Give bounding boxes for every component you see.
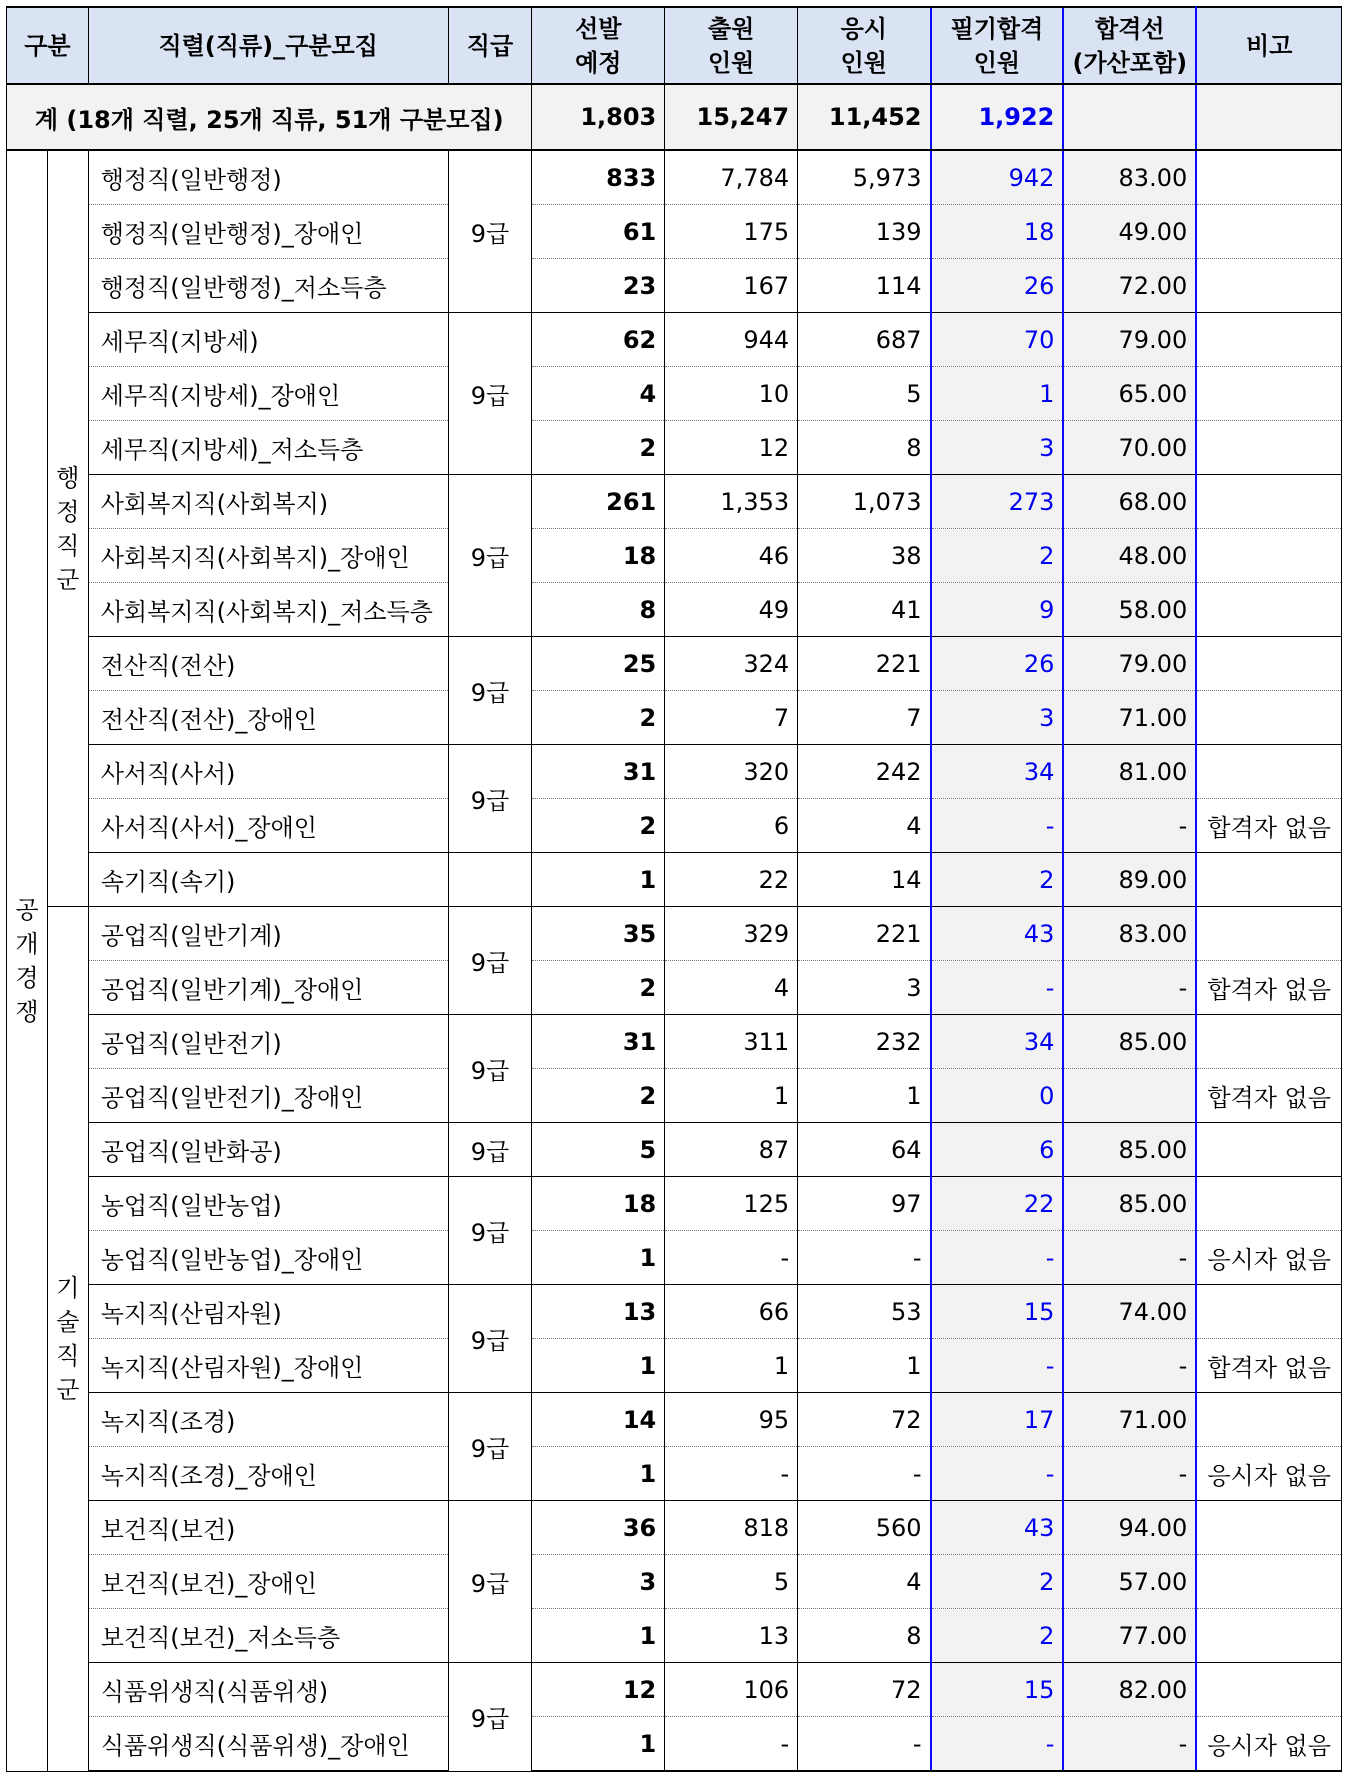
applicants-cell: 818 xyxy=(665,1501,798,1555)
table-row xyxy=(7,637,1342,691)
header-applicants-line2: 인원 xyxy=(708,48,755,77)
grade-cell: 9급 xyxy=(448,1285,532,1393)
position-name: 사서직(사서)_장애인 xyxy=(88,799,448,853)
planned-cell: 18 xyxy=(532,1177,665,1231)
position-name: 녹지직(산림자원)_장애인 xyxy=(88,1339,448,1393)
header-examinees-line2: 인원 xyxy=(840,48,887,77)
applicants-cell: 944 xyxy=(665,313,798,367)
examinees-cell: 8 xyxy=(798,421,931,475)
note-cell xyxy=(1196,1123,1341,1177)
position-name: 식품위생직(식품위생)_장애인 xyxy=(88,1717,448,1772)
header-cutoff xyxy=(1063,7,1196,84)
table-row xyxy=(7,907,1342,961)
total-label: 계 (18개 직렬, 25개 직류, 51개 구분모집) xyxy=(7,84,532,150)
applicants-cell: 4 xyxy=(665,961,798,1015)
passed-cell: 0 xyxy=(931,1069,1064,1123)
note-cell xyxy=(1196,475,1341,529)
grade-cell: 9급 xyxy=(448,1015,532,1123)
position-name: 행정직(일반행정)_저소득층 xyxy=(88,259,448,313)
applicants-cell: 10 xyxy=(665,367,798,421)
table-row xyxy=(7,421,1342,475)
examinees-cell: 221 xyxy=(798,907,931,961)
planned-cell: 25 xyxy=(532,637,665,691)
note-cell: 응시자 없음 xyxy=(1196,1231,1341,1285)
applicants-cell: 5 xyxy=(665,1555,798,1609)
table-row xyxy=(7,313,1342,367)
position-name: 전산직(전산)_장애인 xyxy=(88,691,448,745)
header-cutoff-line1: 합격선 xyxy=(1095,14,1165,43)
header-category: 구분 xyxy=(7,7,89,84)
passed-cell: 273 xyxy=(931,475,1064,529)
cutoff-cell: 81.00 xyxy=(1063,745,1196,799)
total-row xyxy=(7,84,1342,150)
note-cell xyxy=(1196,313,1341,367)
grade-cell: 9급 xyxy=(448,1123,532,1177)
examinees-cell: - xyxy=(798,1717,931,1772)
planned-cell: 4 xyxy=(532,367,665,421)
note-cell xyxy=(1196,1501,1341,1555)
applicants-cell: 46 xyxy=(665,529,798,583)
examinees-cell: 1,073 xyxy=(798,475,931,529)
passed-cell: 2 xyxy=(931,853,1064,907)
position-name: 공업직(일반전기)_장애인 xyxy=(88,1069,448,1123)
position-name: 사회복지직(사회복지)_저소득층 xyxy=(88,583,448,637)
cutoff-cell: 71.00 xyxy=(1063,1393,1196,1447)
header-grade: 직급 xyxy=(448,7,532,84)
passed-cell: 26 xyxy=(931,259,1064,313)
table-row xyxy=(7,475,1342,529)
table-row xyxy=(7,367,1342,421)
applicants-cell: 1,353 xyxy=(665,475,798,529)
passed-cell: 18 xyxy=(931,205,1064,259)
grade-cell xyxy=(448,853,532,907)
planned-cell: 13 xyxy=(532,1285,665,1339)
note-cell xyxy=(1196,1015,1341,1069)
header-planned xyxy=(532,7,665,84)
planned-cell: 61 xyxy=(532,205,665,259)
passed-cell: 15 xyxy=(931,1663,1064,1717)
passed-cell: 26 xyxy=(931,637,1064,691)
planned-cell: 1 xyxy=(532,853,665,907)
planned-cell: 1 xyxy=(532,1609,665,1663)
position-name: 보건직(보건) xyxy=(88,1501,448,1555)
passed-cell: - xyxy=(931,1717,1064,1772)
examinees-cell: 5,973 xyxy=(798,150,931,205)
note-cell: 응시자 없음 xyxy=(1196,1447,1341,1501)
planned-cell: 1 xyxy=(532,1231,665,1285)
applicants-cell: 95 xyxy=(665,1393,798,1447)
examinees-cell: 4 xyxy=(798,799,931,853)
planned-cell: 2 xyxy=(532,1069,665,1123)
table-row xyxy=(7,150,1342,205)
examinees-cell: 139 xyxy=(798,205,931,259)
position-name: 녹지직(조경) xyxy=(88,1393,448,1447)
note-cell xyxy=(1196,1393,1341,1447)
table-row xyxy=(7,745,1342,799)
passed-cell: - xyxy=(931,1231,1064,1285)
header-applicants-line1: 출원 xyxy=(708,14,755,43)
planned-cell: 833 xyxy=(532,150,665,205)
position-name: 보건직(보건)_저소득층 xyxy=(88,1609,448,1663)
position-name: 세무직(지방세) xyxy=(88,313,448,367)
passed-cell: 34 xyxy=(931,1015,1064,1069)
applicants-cell: - xyxy=(665,1717,798,1772)
table-row xyxy=(7,1123,1342,1177)
passed-cell: 2 xyxy=(931,1609,1064,1663)
cutoff-cell: 77.00 xyxy=(1063,1609,1196,1663)
planned-cell: 1 xyxy=(532,1717,665,1772)
planned-cell: 1 xyxy=(532,1447,665,1501)
position-name: 공업직(일반기계)_장애인 xyxy=(88,961,448,1015)
examinees-cell: 1 xyxy=(798,1069,931,1123)
passed-cell: 17 xyxy=(931,1393,1064,1447)
applicants-cell: 12 xyxy=(665,421,798,475)
table-row xyxy=(7,1717,1342,1772)
table-row xyxy=(7,1231,1342,1285)
table-row xyxy=(7,1501,1342,1555)
header-passed-line2: 인원 xyxy=(973,48,1021,77)
applicants-cell: 311 xyxy=(665,1015,798,1069)
examinees-cell: 64 xyxy=(798,1123,931,1177)
note-cell xyxy=(1196,259,1341,313)
cutoff-cell: 72.00 xyxy=(1063,259,1196,313)
table-row xyxy=(7,1069,1342,1123)
applicants-cell: 320 xyxy=(665,745,798,799)
cutoff-cell: 48.00 xyxy=(1063,529,1196,583)
table-row xyxy=(7,1285,1342,1339)
table-row xyxy=(7,799,1342,853)
examinees-cell: 5 xyxy=(798,367,931,421)
table-row xyxy=(7,259,1342,313)
applicants-cell: 175 xyxy=(665,205,798,259)
examinees-cell: 38 xyxy=(798,529,931,583)
cutoff-cell: 71.00 xyxy=(1063,691,1196,745)
table-row xyxy=(7,1339,1342,1393)
cutoff-cell: 70.00 xyxy=(1063,421,1196,475)
note-cell xyxy=(1196,691,1341,745)
examinees-cell: 687 xyxy=(798,313,931,367)
grade-cell: 9급 xyxy=(448,745,532,853)
examinees-cell: 41 xyxy=(798,583,931,637)
position-name: 식품위생직(식품위생) xyxy=(88,1663,448,1717)
examinees-cell: 8 xyxy=(798,1609,931,1663)
position-name: 공업직(일반기계) xyxy=(88,907,448,961)
header-passed-line1: 필기합격 xyxy=(950,14,1044,43)
planned-cell: 8 xyxy=(532,583,665,637)
note-cell xyxy=(1196,421,1341,475)
position-name: 보건직(보건)_장애인 xyxy=(88,1555,448,1609)
note-cell xyxy=(1196,1177,1341,1231)
note-cell: 응시자 없음 xyxy=(1196,1717,1341,1772)
note-cell xyxy=(1196,205,1341,259)
applicants-cell: 49 xyxy=(665,583,798,637)
examinees-cell: 1 xyxy=(798,1339,931,1393)
table-row xyxy=(7,583,1342,637)
cutoff-cell xyxy=(1063,1069,1196,1123)
cutoff-cell: 79.00 xyxy=(1063,313,1196,367)
position-name: 농업직(일반농업) xyxy=(88,1177,448,1231)
grade-cell: 9급 xyxy=(448,313,532,475)
planned-cell: 2 xyxy=(532,961,665,1015)
examinees-cell: 114 xyxy=(798,259,931,313)
position-name: 사회복지직(사회복지)_장애인 xyxy=(88,529,448,583)
passed-cell: 43 xyxy=(931,907,1064,961)
total-applicants: 15,247 xyxy=(665,84,798,150)
examinees-cell: 72 xyxy=(798,1393,931,1447)
grade-cell: 9급 xyxy=(448,1501,532,1663)
grade-cell: 9급 xyxy=(448,907,532,1015)
planned-cell: 2 xyxy=(532,421,665,475)
examinees-cell: 4 xyxy=(798,1555,931,1609)
note-cell xyxy=(1196,745,1341,799)
table-row xyxy=(7,1609,1342,1663)
planned-cell: 35 xyxy=(532,907,665,961)
applicants-cell: 7,784 xyxy=(665,150,798,205)
note-cell xyxy=(1196,853,1341,907)
header-note: 비고 xyxy=(1196,7,1341,84)
note-cell xyxy=(1196,907,1341,961)
group-admin: 행정직군 xyxy=(47,150,88,907)
position-name: 공업직(일반전기) xyxy=(88,1015,448,1069)
position-name: 농업직(일반농업)_장애인 xyxy=(88,1231,448,1285)
position-name: 녹지직(조경)_장애인 xyxy=(88,1447,448,1501)
passed-cell: 1 xyxy=(931,367,1064,421)
position-name: 행정직(일반행정)_장애인 xyxy=(88,205,448,259)
cutoff-cell: 85.00 xyxy=(1063,1177,1196,1231)
note-cell: 합격자 없음 xyxy=(1196,1339,1341,1393)
cutoff-cell: 57.00 xyxy=(1063,1555,1196,1609)
passed-cell: - xyxy=(931,961,1064,1015)
applicants-cell: 167 xyxy=(665,259,798,313)
table-row xyxy=(7,205,1342,259)
header-cutoff-line2: (가산포함) xyxy=(1072,48,1188,77)
table-row xyxy=(7,853,1342,907)
header-applicants xyxy=(665,7,798,84)
note-cell xyxy=(1196,529,1341,583)
note-cell xyxy=(1196,1555,1341,1609)
position-name: 세무직(지방세)_장애인 xyxy=(88,367,448,421)
position-name: 사서직(사서) xyxy=(88,745,448,799)
applicants-cell: - xyxy=(665,1231,798,1285)
passed-cell: - xyxy=(931,1339,1064,1393)
note-cell xyxy=(1196,1285,1341,1339)
planned-cell: 5 xyxy=(532,1123,665,1177)
note-cell: 합격자 없음 xyxy=(1196,1069,1341,1123)
planned-cell: 23 xyxy=(532,259,665,313)
position-name: 전산직(전산) xyxy=(88,637,448,691)
header-position: 직렬(직류)_구분모집 xyxy=(88,7,448,84)
examinees-cell: 232 xyxy=(798,1015,931,1069)
applicants-cell: 87 xyxy=(665,1123,798,1177)
table-row xyxy=(7,1393,1342,1447)
position-name: 녹지직(산림자원) xyxy=(88,1285,448,1339)
grade-cell: 9급 xyxy=(448,475,532,637)
applicants-cell: 125 xyxy=(665,1177,798,1231)
passed-cell: 9 xyxy=(931,583,1064,637)
cutoff-cell: 83.00 xyxy=(1063,150,1196,205)
table-row xyxy=(7,1555,1342,1609)
applicants-cell: 7 xyxy=(665,691,798,745)
planned-cell: 31 xyxy=(532,1015,665,1069)
applicants-cell: 13 xyxy=(665,1609,798,1663)
cutoff-cell: - xyxy=(1063,1231,1196,1285)
table-row xyxy=(7,1177,1342,1231)
planned-cell: 62 xyxy=(532,313,665,367)
total-planned: 1,803 xyxy=(532,84,665,150)
header-planned-line1: 선발 xyxy=(575,14,622,43)
cutoff-cell: 83.00 xyxy=(1063,907,1196,961)
grade-cell: 9급 xyxy=(448,1663,532,1772)
grade-cell: 9급 xyxy=(448,637,532,745)
planned-cell: 12 xyxy=(532,1663,665,1717)
passed-cell: 6 xyxy=(931,1123,1064,1177)
cutoff-cell: - xyxy=(1063,799,1196,853)
examinees-cell: 3 xyxy=(798,961,931,1015)
total-cutoff xyxy=(1063,84,1196,150)
grade-cell: 9급 xyxy=(448,150,532,313)
position-name: 속기직(속기) xyxy=(88,853,448,907)
passed-cell: 43 xyxy=(931,1501,1064,1555)
group-tech: 기술직군 xyxy=(47,907,88,1772)
note-cell xyxy=(1196,637,1341,691)
cutoff-cell: 79.00 xyxy=(1063,637,1196,691)
planned-cell: 2 xyxy=(532,799,665,853)
grade-cell: 9급 xyxy=(448,1177,532,1285)
exam-results-table xyxy=(6,6,1342,1772)
table-row xyxy=(7,1015,1342,1069)
cutoff-cell: 68.00 xyxy=(1063,475,1196,529)
note-cell xyxy=(1196,1663,1341,1717)
passed-cell: 2 xyxy=(931,1555,1064,1609)
cutoff-cell: - xyxy=(1063,1717,1196,1772)
examinees-cell: 53 xyxy=(798,1285,931,1339)
cutoff-cell: - xyxy=(1063,1339,1196,1393)
note-cell: 합격자 없음 xyxy=(1196,799,1341,853)
passed-cell: 15 xyxy=(931,1285,1064,1339)
grade-cell: 9급 xyxy=(448,1393,532,1501)
passed-cell: 3 xyxy=(931,421,1064,475)
applicants-cell: 22 xyxy=(665,853,798,907)
planned-cell: 14 xyxy=(532,1393,665,1447)
cutoff-cell: 58.00 xyxy=(1063,583,1196,637)
planned-cell: 261 xyxy=(532,475,665,529)
cutoff-cell: 74.00 xyxy=(1063,1285,1196,1339)
note-cell xyxy=(1196,583,1341,637)
applicants-cell: 1 xyxy=(665,1339,798,1393)
position-name: 행정직(일반행정) xyxy=(88,150,448,205)
applicants-cell: 1 xyxy=(665,1069,798,1123)
passed-cell: 34 xyxy=(931,745,1064,799)
table-row xyxy=(7,1663,1342,1717)
cutoff-cell: - xyxy=(1063,1447,1196,1501)
table-row xyxy=(7,961,1342,1015)
passed-cell: 2 xyxy=(931,529,1064,583)
cutoff-cell: 89.00 xyxy=(1063,853,1196,907)
header-examinees xyxy=(798,7,931,84)
planned-cell: 3 xyxy=(532,1555,665,1609)
examinees-cell: 97 xyxy=(798,1177,931,1231)
applicants-cell: - xyxy=(665,1447,798,1501)
note-cell: 합격자 없음 xyxy=(1196,961,1341,1015)
table-row xyxy=(7,691,1342,745)
passed-cell: - xyxy=(931,799,1064,853)
header-examinees-line1: 응시 xyxy=(840,14,887,43)
planned-cell: 36 xyxy=(532,1501,665,1555)
examinees-cell: - xyxy=(798,1231,931,1285)
group-open-competition: 공개경쟁 xyxy=(7,150,48,1771)
planned-cell: 2 xyxy=(532,691,665,745)
note-cell xyxy=(1196,1609,1341,1663)
passed-cell: - xyxy=(931,1447,1064,1501)
examinees-cell: 242 xyxy=(798,745,931,799)
table-row xyxy=(7,529,1342,583)
cutoff-cell: - xyxy=(1063,961,1196,1015)
applicants-cell: 66 xyxy=(665,1285,798,1339)
total-examinees: 11,452 xyxy=(798,84,931,150)
applicants-cell: 106 xyxy=(665,1663,798,1717)
cutoff-cell: 94.00 xyxy=(1063,1501,1196,1555)
header-planned-line2: 예정 xyxy=(575,48,622,77)
cutoff-cell: 85.00 xyxy=(1063,1015,1196,1069)
passed-cell: 3 xyxy=(931,691,1064,745)
planned-cell: 31 xyxy=(532,745,665,799)
cutoff-cell: 49.00 xyxy=(1063,205,1196,259)
cutoff-cell: 82.00 xyxy=(1063,1663,1196,1717)
examinees-cell: 221 xyxy=(798,637,931,691)
position-name: 사회복지직(사회복지) xyxy=(88,475,448,529)
total-note xyxy=(1196,84,1341,150)
note-cell xyxy=(1196,367,1341,421)
position-name: 세무직(지방세)_저소득층 xyxy=(88,421,448,475)
applicants-cell: 329 xyxy=(665,907,798,961)
planned-cell: 1 xyxy=(532,1339,665,1393)
passed-cell: 942 xyxy=(931,150,1064,205)
header-row xyxy=(7,7,1342,84)
examinees-cell: 72 xyxy=(798,1663,931,1717)
cutoff-cell: 85.00 xyxy=(1063,1123,1196,1177)
examinees-cell: 560 xyxy=(798,1501,931,1555)
header-passed xyxy=(931,7,1064,84)
note-cell xyxy=(1196,150,1341,205)
examinees-cell: 7 xyxy=(798,691,931,745)
position-name: 공업직(일반화공) xyxy=(88,1123,448,1177)
planned-cell: 18 xyxy=(532,529,665,583)
examinees-cell: - xyxy=(798,1447,931,1501)
applicants-cell: 324 xyxy=(665,637,798,691)
cutoff-cell: 65.00 xyxy=(1063,367,1196,421)
table-row xyxy=(7,1447,1342,1501)
total-passed: 1,922 xyxy=(931,84,1064,150)
examinees-cell: 14 xyxy=(798,853,931,907)
applicants-cell: 6 xyxy=(665,799,798,853)
passed-cell: 70 xyxy=(931,313,1064,367)
passed-cell: 22 xyxy=(931,1177,1064,1231)
